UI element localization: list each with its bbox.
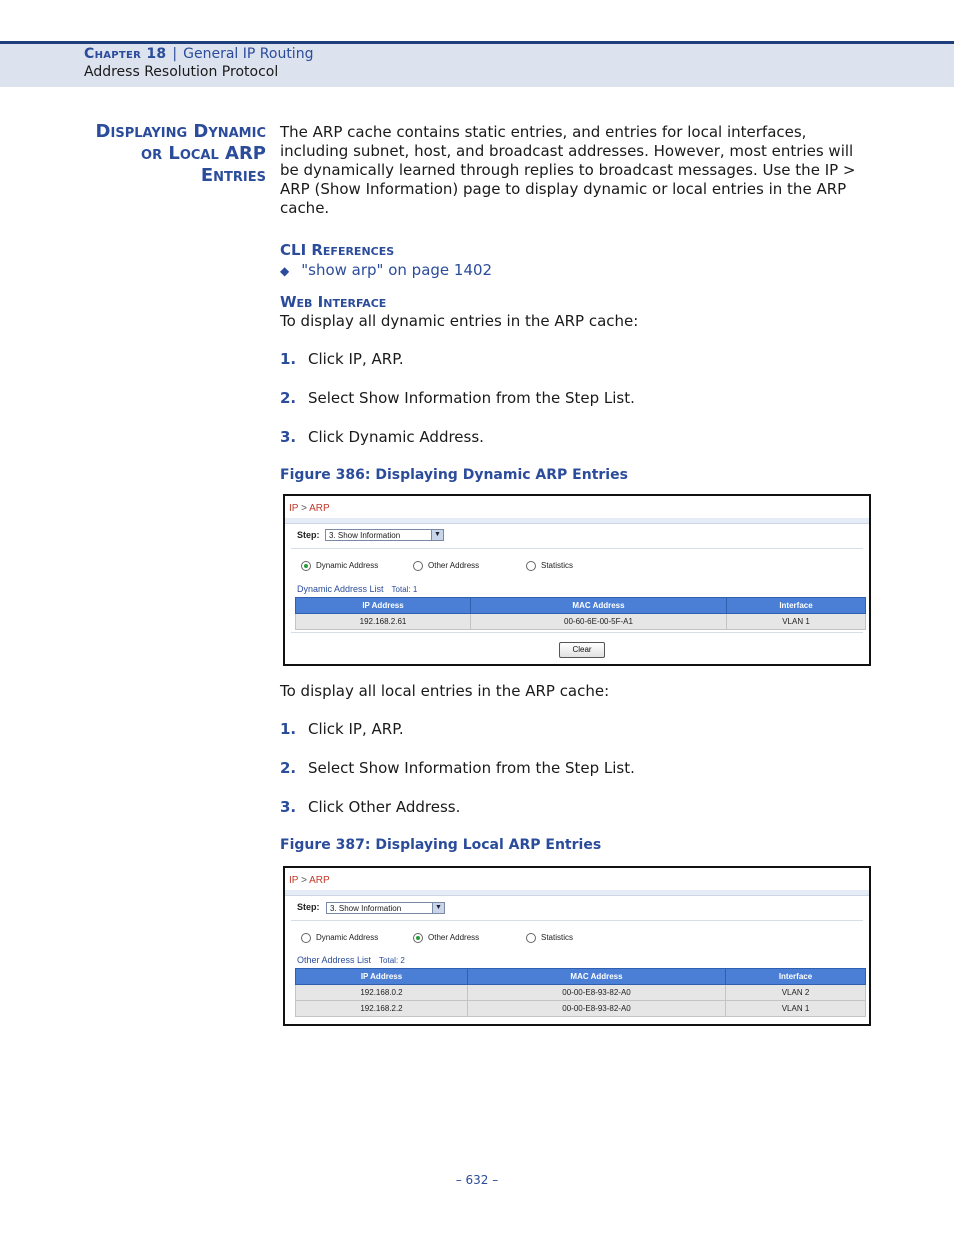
col-ip-address: IP Address (296, 969, 468, 985)
breadcrumb-ip[interactable]: IP (289, 503, 299, 514)
radio-selected-icon[interactable] (301, 561, 311, 571)
list-total: Total: 1 (391, 585, 418, 594)
table-row (296, 1001, 866, 1017)
table-header-row (296, 969, 866, 985)
clear-button[interactable]: Clear (559, 642, 605, 658)
section-title-line2: or Local ARP (141, 143, 266, 164)
running-header (84, 46, 313, 62)
cell-interface: VLAN 1 (726, 1001, 866, 1017)
step-select-value: 3. Show Information (329, 531, 401, 540)
local-intro: To display all local entries in the ARP cache: (280, 682, 610, 700)
breadcrumb-arrow: > (301, 875, 307, 886)
section-title (46, 121, 266, 187)
chapter-title: General IP Routing (183, 46, 314, 62)
step-text: Click Dynamic Address. (308, 428, 484, 446)
table-row (296, 985, 866, 1001)
cell-ip: 192.168.2.61 (296, 614, 471, 630)
radio-label: Other Address (428, 561, 480, 571)
radio-dynamic-address[interactable] (301, 933, 378, 943)
step-text: Click IP, ARP. (308, 350, 404, 368)
step-number: 2. (280, 389, 297, 407)
radio-label: Statistics (541, 561, 574, 571)
radio-statistics[interactable] (526, 561, 573, 571)
col-ip-address: IP Address (296, 598, 471, 614)
step-row (297, 530, 320, 540)
step-select-value: 3. Show Information (330, 904, 402, 913)
chapter-label: Chapter 18 (84, 46, 167, 62)
cell-interface: VLAN 2 (726, 985, 866, 1001)
breadcrumb-arp[interactable]: ARP (309, 503, 330, 514)
figure-387-caption: Figure 387: Displaying Local ARP Entries (280, 837, 602, 853)
title-bar (285, 890, 869, 896)
step-number: 1. (280, 720, 297, 738)
table-row (296, 614, 866, 630)
cell-ip: 192.168.0.2 (296, 985, 468, 1001)
web-interface-heading: Web Interface (280, 293, 387, 311)
step-text: Click Other Address. (308, 798, 461, 816)
page-breadcrumb (289, 875, 330, 886)
radio-selected-icon[interactable] (413, 933, 423, 943)
arp-table (295, 597, 866, 630)
radio-statistics[interactable] (526, 933, 573, 943)
dynamic-intro: To display all dynamic entries in the ARP cache: (280, 312, 639, 330)
cell-interface: VLAN 1 (727, 614, 866, 630)
list-total: Total: 2 (379, 956, 405, 965)
radio-label: Other Address (428, 933, 480, 943)
step-number: 2. (280, 759, 297, 777)
breadcrumb-arp[interactable]: ARP (309, 875, 330, 886)
figure-local-arp (283, 866, 871, 1026)
radio-icon[interactable] (526, 933, 536, 943)
breadcrumb-arrow: > (301, 503, 307, 514)
radio-icon[interactable] (301, 933, 311, 943)
dynamic-step-1 (280, 350, 880, 368)
divider (291, 548, 863, 549)
section-name: Address Resolution Protocol (84, 64, 279, 80)
cli-reference-item (280, 260, 880, 279)
figure-386-caption: Figure 386: Displaying Dynamic ARP Entries (280, 467, 628, 483)
step-text: Select Show Information from the Step List. (308, 389, 635, 407)
figure-dynamic-arp (283, 494, 871, 666)
col-mac-address: MAC Address (468, 969, 726, 985)
radio-other-address[interactable] (413, 933, 479, 943)
radio-other-address[interactable] (413, 561, 479, 571)
list-label (297, 955, 405, 965)
col-mac-address: MAC Address (471, 598, 727, 614)
section-title-line1: Displaying Dynamic (95, 121, 266, 142)
local-step-3 (280, 798, 880, 816)
dynamic-step-2 (280, 389, 880, 407)
table-header-row (296, 598, 866, 614)
intro-paragraph: The ARP cache contains static entries, and entries for local interfaces, including subnet, host, and broadcast addresses. However, most entries will be dynamically learned through replies to broadcast messages. Use the IP > ARP (Show Information) page to display dynamic or local entries in the ARP cache. (280, 123, 856, 217)
list-label (297, 584, 417, 594)
radio-icon[interactable] (413, 561, 423, 571)
radio-label: Dynamic Address (316, 561, 379, 571)
radio-icon[interactable] (526, 561, 536, 571)
step-label: Step: (297, 902, 320, 912)
breadcrumb-ip[interactable]: IP (289, 875, 299, 886)
local-step-2 (280, 759, 880, 777)
section-title-line3: Entries (200, 165, 266, 186)
step-select[interactable] (326, 902, 445, 914)
header-separator: | (172, 46, 178, 62)
title-bar (285, 518, 869, 524)
radio-label: Dynamic Address (316, 933, 379, 943)
step-number: 1. (280, 350, 297, 368)
list-title: Dynamic Address List (297, 584, 384, 594)
step-number: 3. (280, 798, 297, 816)
step-row (297, 902, 320, 912)
step-label: Step: (297, 530, 320, 540)
cell-ip: 192.168.2.2 (296, 1001, 468, 1017)
divider (291, 632, 863, 633)
page-number: – 632 – (455, 1173, 499, 1187)
radio-dynamic-address[interactable] (301, 561, 378, 571)
cell-mac: 00-00-E8-93-82-A0 (468, 1001, 726, 1017)
cell-mac: 00-00-E8-93-82-A0 (468, 985, 726, 1001)
list-title: Other Address List (297, 955, 372, 965)
step-text: Click IP, ARP. (308, 720, 404, 738)
page-breadcrumb (289, 503, 330, 514)
arp-table (295, 968, 866, 1017)
divider (291, 920, 863, 921)
radio-label: Statistics (541, 933, 574, 943)
show-arp-link[interactable]: "show arp" on page 1402 (301, 261, 493, 279)
step-select[interactable] (325, 529, 444, 541)
col-interface: Interface (727, 598, 866, 614)
cell-mac: 00-60-6E-00-5F-A1 (471, 614, 727, 630)
chevron-down-icon[interactable]: ▼ (432, 903, 444, 913)
step-number: 3. (280, 428, 297, 446)
col-interface: Interface (726, 969, 866, 985)
cli-references-heading: CLI References (280, 241, 395, 259)
local-step-1 (280, 720, 880, 738)
step-text: Select Show Information from the Step List. (308, 759, 635, 777)
diamond-bullet-icon: ◆ (280, 264, 290, 278)
dynamic-step-3 (280, 428, 880, 446)
chevron-down-icon[interactable]: ▼ (431, 530, 443, 540)
